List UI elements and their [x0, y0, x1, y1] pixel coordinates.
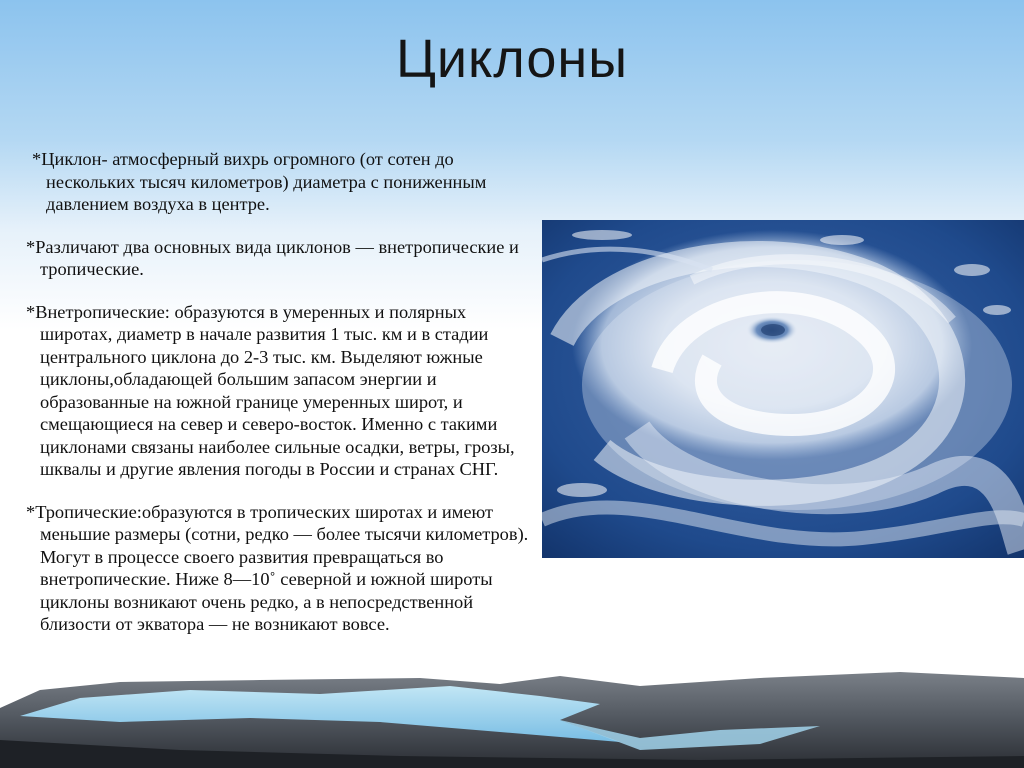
cyclone-satellite-image	[542, 220, 1024, 558]
paragraph-tropical: *Тропические:образуются в тропических широтах и имеют меньшие размеры (сотни, редко — более тысячи километров). Могут в процессе своего развития превращаться во внетропические. Ниже 8—10˚ северной и южной широты циклоны возникают очень редко, а в непосредственной близости от экватора — не возникают вовсе.	[26, 501, 529, 634]
slide-title: Циклоны	[395, 29, 629, 89]
paragraph-types: *Различают два основных вида циклонов — внетропические и тропические.	[26, 236, 519, 279]
slide-body-text	[26, 148, 541, 656]
paragraph-definition-rest: нескольких тысяч километров) диаметра с пониженным давлением воздуха в центре.	[46, 171, 487, 214]
paragraph-extratropical: *Внетропические: образуются в умеренных и полярных широтах, диаметр в начале развития 1 тыс. км и в стадии центрального циклона до 2-3 тыс. км. Выделяют южные циклоны,обладающей большим запасом энергии и образованные на южной границе умеренных широт, и смещающиеся на север и северо-восток. Именно с такими циклонами связаны наиболее сильные осадки, ветры, грозы, шквалы и другие явления погоды в России и странах СНГ.	[26, 301, 515, 479]
paragraph-definition-line1: *Циклон- атмосферный вихрь огромного (от сотен до	[32, 149, 454, 169]
paragraph-definition	[32, 148, 541, 216]
decorative-landscape	[0, 660, 1024, 768]
